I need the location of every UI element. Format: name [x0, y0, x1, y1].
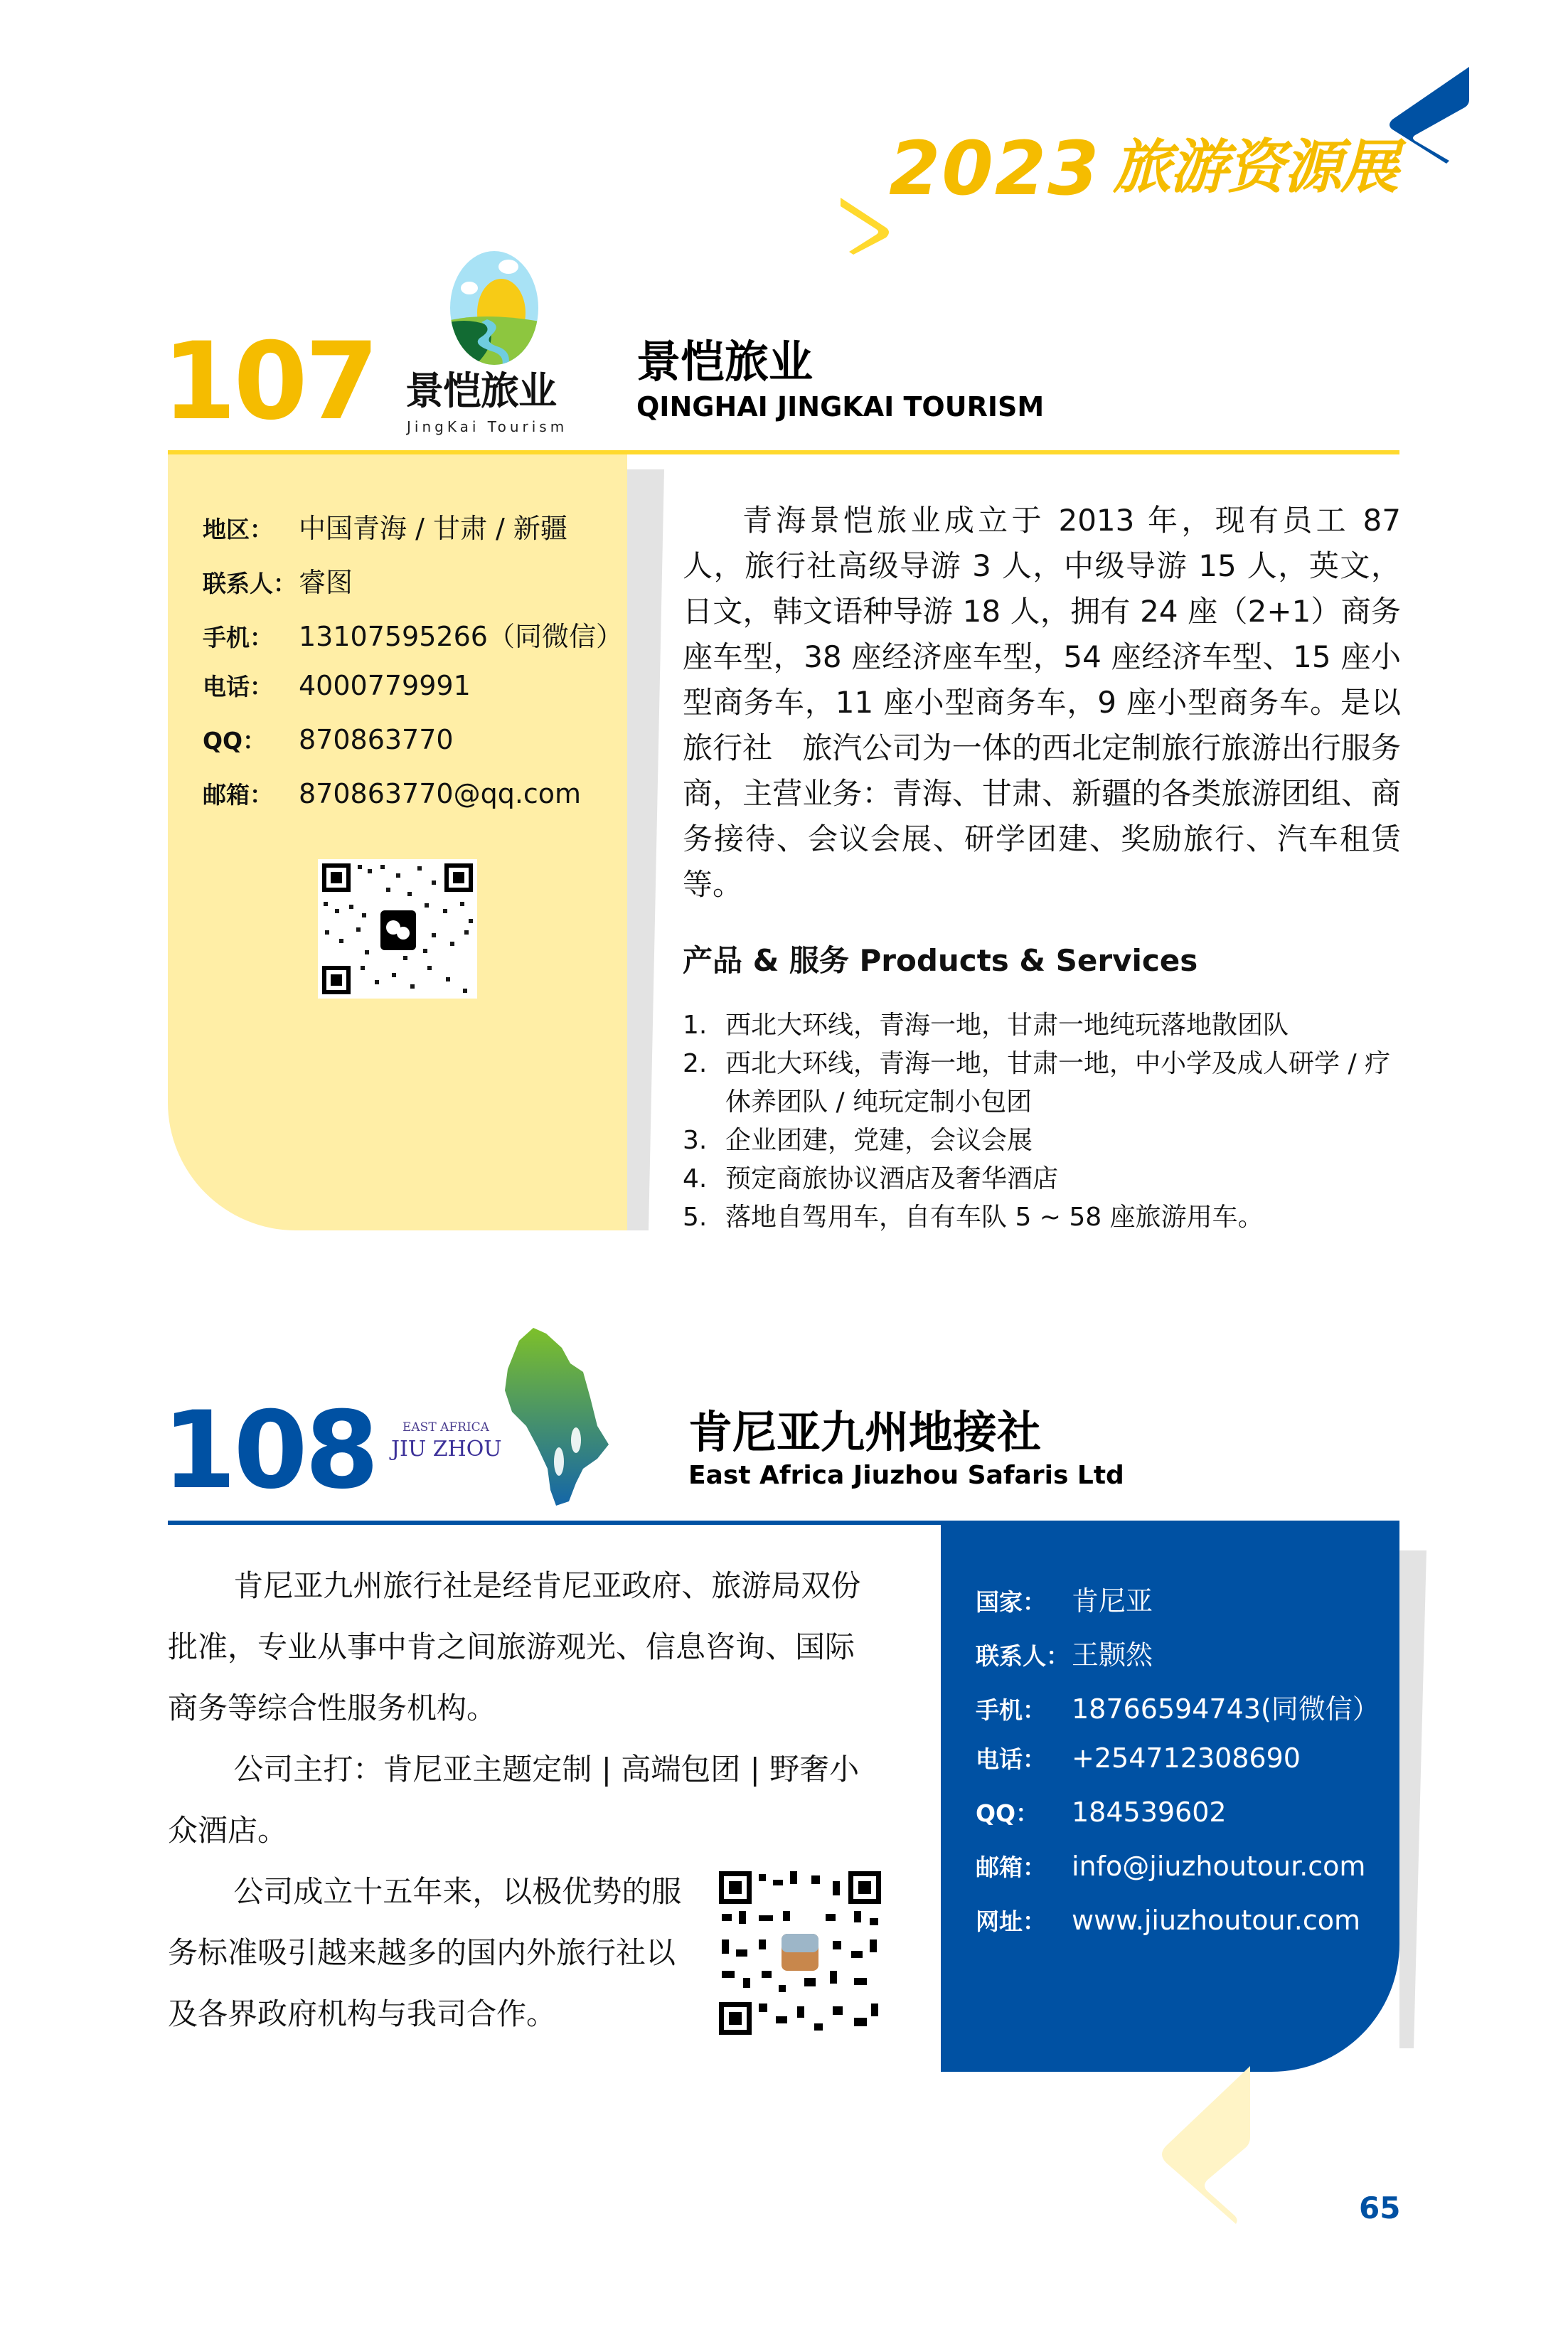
list-item: 5. 落地自驾用车，自有车队 5 ~ 58 座旅游用车。: [683, 1203, 1264, 1232]
contact-value: 肯尼亚: [1072, 1585, 1153, 1617]
contact-row: [203, 560, 353, 600]
contact-label: 国家：: [976, 1588, 1046, 1616]
contact-row: [203, 723, 454, 756]
contact-label: 邮箱：: [203, 781, 273, 809]
contact-row: [976, 1741, 1301, 1774]
contact-value: 中国青海 / 甘肃 / 新疆: [299, 513, 567, 544]
contact-value[interactable]: 13107595266（同微信）: [299, 621, 623, 652]
contact-value[interactable]: 18766594743(同微信）: [1072, 1693, 1380, 1725]
contact-label: 联系人：: [976, 1642, 1070, 1670]
qr-code-icon[interactable]: [719, 1871, 881, 2035]
page-number: 65: [1359, 2191, 1401, 2225]
contact-value[interactable]: www.jiuzhoutour.com: [1072, 1905, 1360, 1936]
contact-value[interactable]: +254712308690: [1072, 1742, 1301, 1774]
company-description: 肯尼亚九州旅行社是经肯尼亚政府、旅游局双份批准，专业从事中肯之间旅游观光、信息咨询、国际商务等综合性服务机构。 公司主打：肯尼亚主题定制 | 高端包团 | 野奢小众酒店。: [168, 1568, 861, 1848]
contact-value[interactable]: info@jiuzhoutour.com: [1072, 1851, 1366, 1882]
contact-value[interactable]: 4000779991: [299, 670, 471, 701]
company-name-cn: 肯尼亚九州地接社: [688, 1406, 1042, 1458]
contact-row: [976, 1687, 1380, 1726]
contact-value[interactable]: 870863770@qq.com: [299, 778, 582, 809]
africa-map-footprints-logo-icon: [491, 1319, 654, 1511]
contact-label: 网址：: [976, 1907, 1046, 1935]
contact-label: 手机：: [203, 624, 273, 651]
company-description-extra: 公司成立十五年来，以极优势的服务标准吸引越来越多的国内外旅行社以及各界政府机构与我司合作。: [168, 1874, 682, 2031]
contact-row: [203, 506, 567, 546]
contact-label: QQ：: [203, 727, 267, 755]
contact-value: 184539602: [1072, 1797, 1227, 1828]
logo-text-main: JIU ZHOU: [391, 1437, 502, 1462]
list-item: 2. 西北大环线，青海一地，甘肃一地，中小学及成人研学 / 疗休养团队 / 纯玩定制小包团: [683, 1049, 1391, 1117]
logo-text-cn: 景恺旅业: [405, 368, 556, 413]
yellow-chevron-icon: [839, 178, 896, 256]
contact-row: [976, 1903, 1360, 1937]
exhibitor-number: 107: [162, 320, 377, 444]
wechat-qr-code-icon[interactable]: [318, 859, 477, 999]
contact-label: 手机：: [976, 1696, 1046, 1724]
jingkai-logo: [405, 245, 590, 437]
contact-label: 联系人：: [203, 570, 297, 597]
contact-row: [976, 1579, 1153, 1618]
contact-row: [203, 614, 623, 654]
exhibitor-number: 108: [162, 1389, 377, 1513]
sun-hills-river-logo-icon: [437, 245, 551, 373]
contact-value: 睿图: [299, 567, 353, 598]
contact-label: 邮箱：: [976, 1853, 1046, 1881]
contact-row: [976, 1633, 1153, 1672]
logo-text-top: EAST AFRICA: [402, 1420, 489, 1435]
company-name-en: East Africa Jiuzhou Safaris Ltd: [688, 1461, 1124, 1490]
list-item: 1. 西北大环线，青海一地，甘肃一地纯玩落地散团队: [683, 1011, 1289, 1040]
contact-value: 870863770: [299, 724, 454, 755]
contact-row: [203, 777, 581, 810]
contact-label: 电话：: [976, 1745, 1046, 1773]
company-name-en: QINGHAI JINGKAI TOURISM: [636, 391, 1045, 422]
company-description: 青海景恺旅业成立于 2013 年，现有员工 87 人，旅行社高级导游 3 人，中级导游 15 人，英文，日文，韩文语种导游 18 人，拥有 24 座（2+1）商务座车型，38 座经济座车型，54 座经济车型、15 座小型商务车，11 座小型商务车，9 座小型商务车。是以旅行社 旅汽公司为一体的西北定制旅行旅游出行服务商，主营业务：青海、甘肃、新疆的各类旅游团组、商务接待、会议会展、研学团建、奖励旅行、汽车租赁等。: [683, 503, 1401, 902]
page-chevron-icon: [1145, 2066, 1252, 2255]
contact-label: 电话：: [203, 673, 273, 701]
products-list: [683, 1006, 1408, 1237]
blue-chevron-icon: [1387, 64, 1472, 164]
contact-value: 王颢然: [1072, 1639, 1153, 1671]
header-title: 旅游资源展: [1113, 134, 1397, 201]
logo-text-en: JingKai Tourism: [407, 418, 568, 435]
jiuzhou-logo: [384, 1319, 654, 1511]
header-year: 2023: [889, 125, 1101, 212]
contact-row: [976, 1795, 1227, 1829]
contact-label: QQ：: [976, 1799, 1040, 1827]
contact-label: 地区：: [203, 516, 273, 543]
list-item: 3. 企业团建，党建，会议会展: [683, 1126, 1033, 1155]
contact-row: [203, 669, 471, 702]
card-shadow: [627, 469, 670, 1230]
card-shadow: [1399, 1550, 1431, 2048]
company-name-cn: 景恺旅业: [636, 336, 814, 388]
list-item: 4. 预定商旅协议酒店及奢华酒店: [683, 1164, 1059, 1193]
contact-row: [976, 1849, 1365, 1883]
products-title: 产品 & 服务 Products & Services: [683, 943, 1198, 978]
